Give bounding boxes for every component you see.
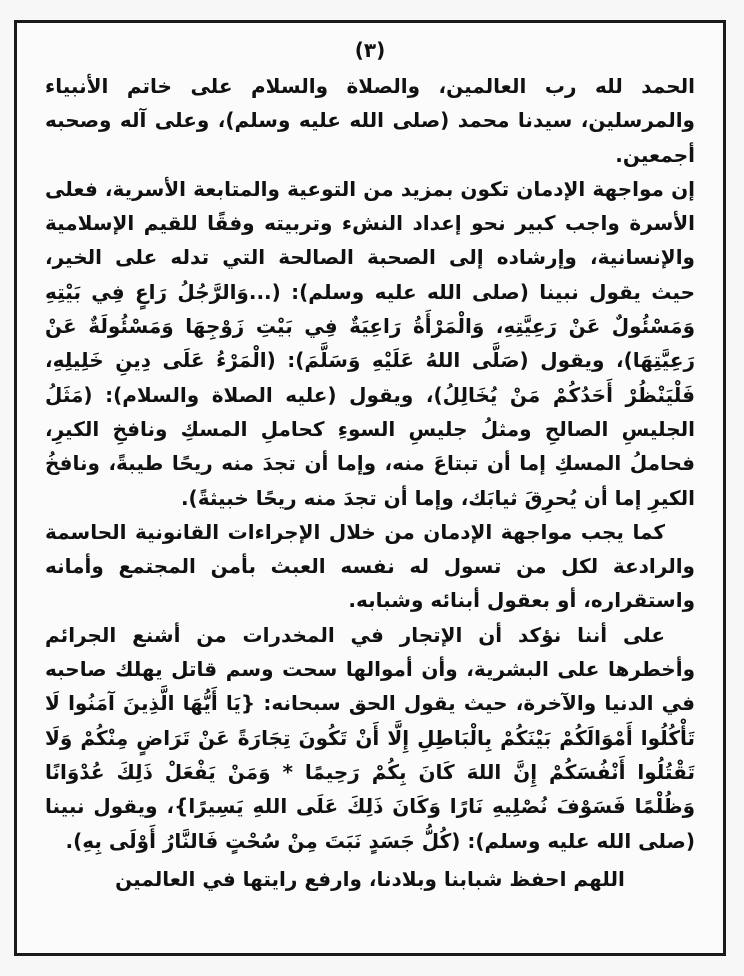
paragraph-opening: الحمد لله رب العالمين، والصلاة والسلام على خاتم الأنبياء والمرسلين، سيدنا محمد (صلى الله عليه وسلم)، وعلى آله وصحبه أجمعين. [45,74,695,167]
page-content [45,35,695,896]
closing-prayer: اللهم احفظ شبابنا وبلادنا، وارفع رايتها في العالمين [115,866,625,891]
paragraph-drug-trade: على أننا نؤكد أن الإتجار في المخدرات من أشنع الجرائم وأخطرها على البشرية، وأن أموالها سحت وسم قاتل يهلك صاحبه في الدنيا والآخرة، حيث يقول الحق سبحانه: {يَا أَيُّهَا الَّذِينَ آمَنُوا لَا تَأْكُلُوا أَمْوَالَكُمْ بَيْنَكُمْ بِالْبَاطِلِ إِلَّا أَنْ تَكُونَ تِجَارَةً عَنْ تَرَاضٍ مِنْكُمْ وَلَا تَقْتُلُوا أَنْفُسَكُمْ إِنَّ اللهَ كَانَ بِكُمْ رَحِيمًا * وَمَنْ يَفْعَلْ ذَلِكَ عُدْوَانًا وَظُلْمًا فَسَوْفَ نُصْلِيهِ نَارًا وَكَانَ ذَلِكَ عَلَى اللهِ يَسِيرًا}، ويقول نبينا (صلى الله عليه وسلم): (كُلُّ جَسَدٍ نَبَتَ مِنْ سُحْتٍ فَالنَّارُ أَوْلَى بِهِ). [45,622,695,853]
paragraph-family-role: إن مواجهة الإدمان تكون بمزيد من التوعية والمتابعة الأسرية، فعلى الأسرة واجب كبير نحو إعداد النشء وتربيته وفقًا للقيم الإسلامية والإنسانية، وإرشاده إلى الصحبة الصالحة التي تدله على الخير، حيث يقول نبينا (صلى الله عليه وسلم): (...وَالرَّجُلُ رَاعٍ فِي بَيْتِهِ وَمَسْئُولٌ عَنْ رَعِيَّتِهِ، وَالْمَرْأَةُ رَاعِيَةٌ فِي بَيْتِ زَوْجِهَا وَمَسْئُولَةٌ عَنْ رَعِيَّتِهَا)، ويقول (صَلَّى اللهُ عَلَيْهِ وَسَلَّمَ): (الْمَرْءُ عَلَى دِينِ خَلِيلِهِ، فَلْيَنْظُرْ أَحَدُكُمْ مَنْ يُخَالِلُ)، ويقول (عليه الصلاة والسلام): (مَثَلُ الجليسِ الصالحِ ومثلُ جليسِ السوءِ كحاملِ المسكِ ونافخِ الكيرِ، فحاملُ المسكِ إما أن تبتاعَ منه، وإما أن تجدَ منه ريحًا طيبةً، ونافخُ الكيرِ إما أن يُحرِقَ ثيابَك، وإما أن تجدَ منه ريحًا خبيثةً). [45,176,695,510]
page-border [14,20,726,956]
page-number: (٣) [354,38,386,62]
paragraph-legal-measures: كما يجب مواجهة الإدمان من خلال الإجراءات القانونية الحاسمة والرادعة لكل من تسول له نفسه العبث بأمن المجتمع وأمانه واستقراره، أو بعقول أبنائه وشبابه. [45,519,695,613]
